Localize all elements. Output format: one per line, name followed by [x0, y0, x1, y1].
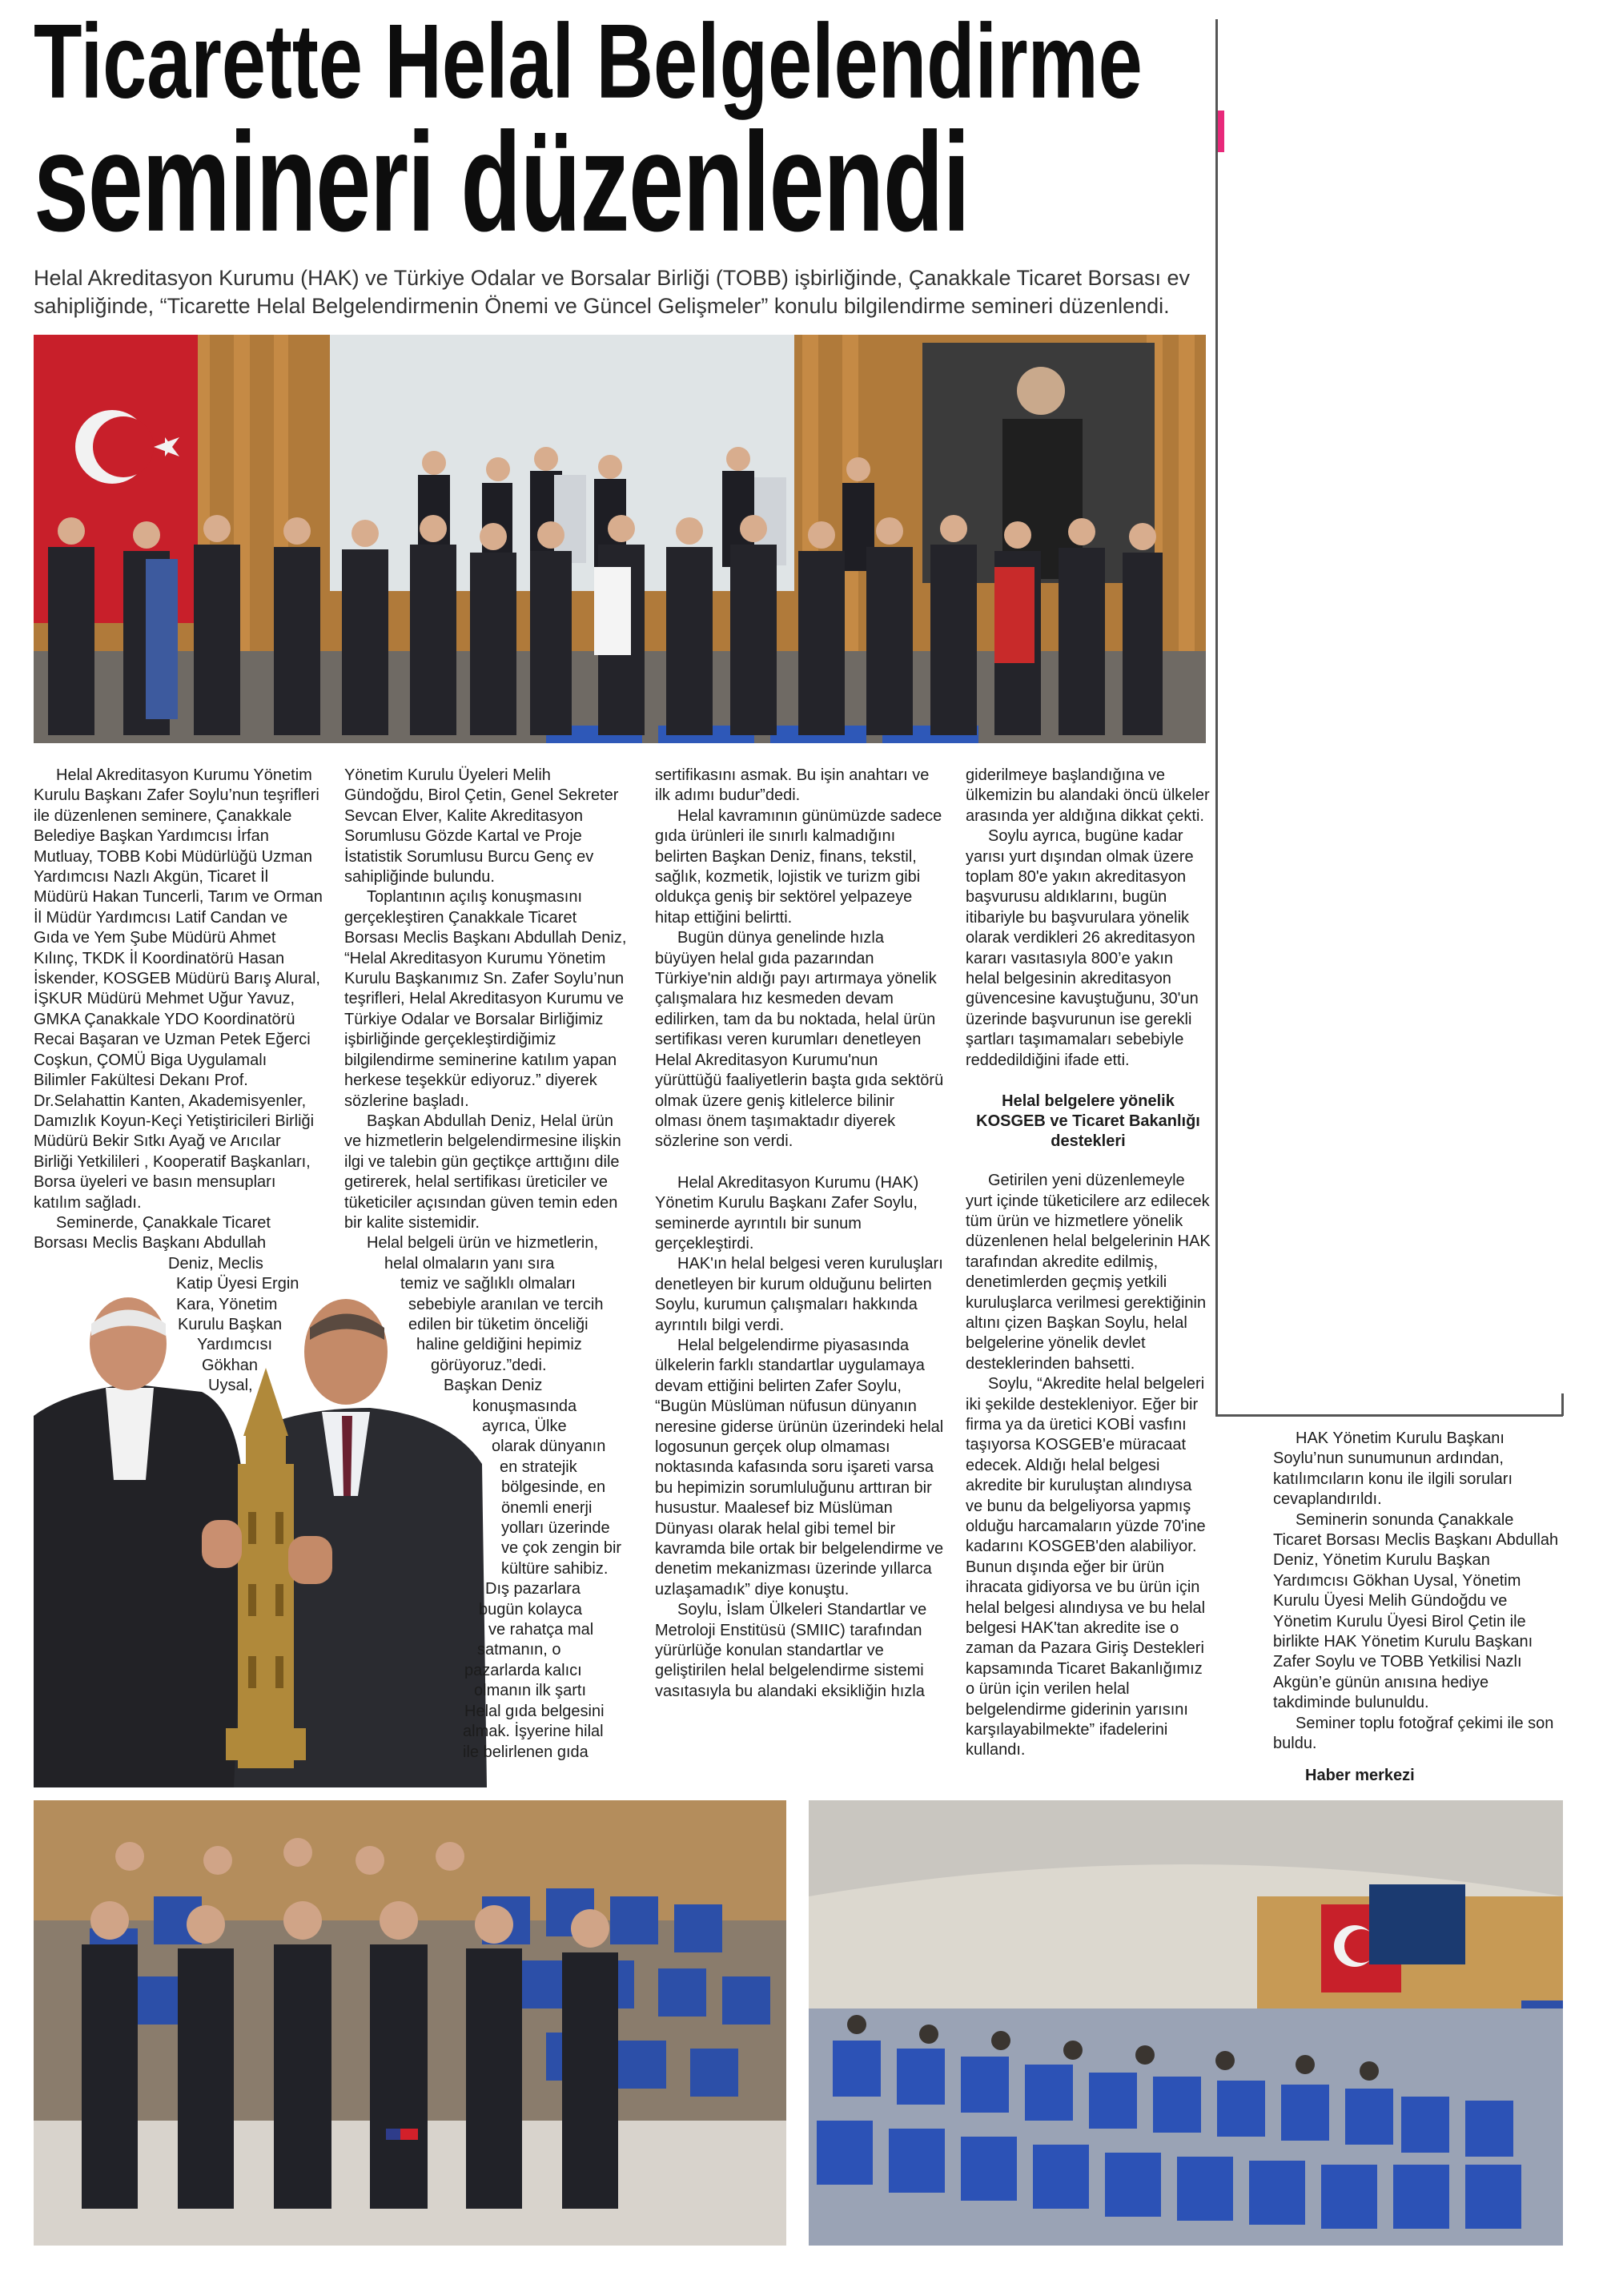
paragraph-wrapped [34, 1213, 323, 1254]
text-line: edilen bir tüketim önceliği [408, 1315, 589, 1333]
paragraph: Helal belgelendirme piyasasında ülkelerin farklı standartlar uygulamaya devam ettiğini belirten Zafer Soylu, “Bugün Müslüman nüfusun dünyanın neresine giderse ürünün üzerindeki helal logosunun gerçek olup olmaması noktasında kafasında soru işareti varsa bu hepimizin sorumluluğunu arttıran bir husustur. Maalesef biz Müslüman Dünyası olarak helal gibi temel bir kavramda bile ortak bir belgelendirme ve denetim mekanizması üzerinde yıllarca uzlaşamadık” diye konuştu. [655, 1336, 944, 1598]
text-line: ile belirlenen gıda [463, 1743, 589, 1761]
paragraph: HAK Yönetim Kurulu Başkanı Soylu’nun sunumunun ardından, katılımcıların konu ile ilgili soruları cevaplandırıldı. [1273, 1429, 1513, 1509]
article-column-3 [655, 766, 945, 1702]
text-line: sebebiyle aranılan ve tercih [408, 1295, 604, 1313]
text-line: yolları üzerinde [501, 1519, 610, 1538]
paragraph: Helal Akreditasyon Kurumu (HAK) Yönetim Kurulu Başkanı Zafer Soylu, seminerde ayrıntılı bir sunum gerçekleştirdi. [655, 1173, 919, 1253]
text-line: bugün kolayca [479, 1600, 582, 1618]
text-line: Katip Üyesi Ergin [176, 1275, 299, 1293]
paragraph: Helal Akreditasyon Kurumu Yönetim Kurulu Başkanı Zafer Soylu’nun teşrifleri ile düzenlenen seminere, Çanakkale Belediye Başkan Yardımcısı İrfan Mutluay, TOBB Kobi Müdürlüğü Uzman Yardımcısı Nazlı Akgün, Ticaret İl Müdürü Hakan Tuncerli, Tarım ve Orman İl Müdür Yardımcısı Latif Candan ve Gıda ve Yem Şube Müdürü Ahmet Kılınç, TKDK İl Koordinatörü Hasan İskender, KOSGEB Müdürü Barış Alural, İŞKUR Müdürü Mehmet Uğur Yavuz, GMKA Çanakkale YDO Koordinatörü Recai Başaran ve Uzman Petek Eğerci Coşkun, ÇOMÜ Biga Uygulamalı Bilimler Fakültesi Dekanı Prof. Dr.Selahattin Kanten, Akademisyenler, Damızlık Koyun-Keçi Yetiştiricileri Birliği Müdürü Bekir Sıtkı Ayağ ve Arıcılar Birliği Yetkilileri , Kooperatif Başkanları, Borsa üyeleri ve basın mensupları katılım sağladı. [34, 766, 323, 1212]
paragraph: Soylu ayrıca, bugüne kadar yarısı yurt dışından olmak üzere toplam 80'e yakın akreditasyon başvurusu aldıklarını, bugün itibariyle bu başvurulara yönelik olarak verdikleri 26 akreditasyon kararı vasıtasıyla 800’e yakın helal belgesinin akreditasyon güvencesine kavuştuğunu, 30'un üzerinde başvurunun ise gerekli şartları taşımamaları sebebiyle reddedildiğini ifade etti. [966, 827, 1199, 1069]
text-line: Seminerde, Çanakkale Ticaret [56, 1213, 271, 1232]
text-line: bölgesinde, en [501, 1478, 606, 1497]
text-line: Kurulu Başkan [178, 1315, 283, 1333]
text-line: olmanın ilk şartı [474, 1682, 587, 1700]
group-photo-seats [34, 1800, 786, 2246]
byline: Haber merkezi [1305, 1766, 1415, 1784]
article-column-2 [344, 766, 634, 1763]
text-line: Gökhan [202, 1356, 259, 1374]
text-line: görüyoruz.”dedi. [431, 1356, 547, 1374]
article-column-1 [34, 766, 323, 1397]
paragraph: Başkan Abdullah Deniz, Helal ürün ve hizmetlerin belgelendirmesine ilişkin ilgi ve talebin gün geçtikçe arttığını dile getirerek, helal sertifikası üreticiler ve tüketiciler açısından güven temin eden bir kalite sistemidir. [344, 1112, 621, 1232]
paragraph: sertifikasını asmak. Bu işin anahtarı ve ilk adımı budur”dedi. [655, 766, 930, 805]
text-line: Helal belgeli ürün ve hizmetlerin, [367, 1234, 599, 1253]
article-column-4 [966, 766, 1211, 1761]
text-line: temiz ve sağlıklı olmaları [400, 1275, 576, 1293]
text-line: Başkan Deniz [444, 1377, 543, 1395]
auditorium-photo [809, 1800, 1563, 2246]
text-line: kültüre sahibiz. [501, 1559, 609, 1578]
text-line: satmanın, o [477, 1641, 561, 1659]
wrapped-text-block [34, 1254, 323, 1397]
paragraph: Bugün dünya genelinde hızla büyüyen helal gıda pazarından Türkiye'nin aldığı payı artırmaya yönelik çalışmalara hız kesmeden devam edilirken, tam da bu noktada, helal ürün sertifikası veren kurumları denetleyen Helal Akreditasyon Kurumu'nun yürüttüğü faaliyetlerin başta gıda sektörü olmak üzere geniş kitlelerce bilinir olması önem taşımaktadır diyerek sözlerine son verdi. [655, 929, 944, 1151]
headline-line-2: semineri düzenlendi [34, 103, 970, 261]
text-line: Borsası Meclis Başkanı Abdullah [34, 1234, 267, 1253]
text-line: olarak dünyanın [492, 1438, 606, 1456]
text-line: konuşmasında [472, 1397, 577, 1415]
text-line: Yardımcısı [197, 1336, 273, 1354]
text-line: pazarlarda kalıcı [464, 1661, 582, 1679]
text-line: Uysal, [208, 1377, 253, 1395]
paragraph: Seminerin sonunda Çanakkale Ticaret Borsası Meclis Başkanı Abdullah Deniz, Yönetim Kurulu Başkan Yardımcısı Gökhan Uysal, Yönetim Kurulu Üyesi Melih Gündoğdu ve Yönetim Kurulu Üyesi Birol Çetin ile birlikte HAK Yönetim Kurulu Başkanı Zafer Soylu ve TOBB Yetkilisi Nazlı Akgün’e günün anısına hediye takdiminde bulunuldu. [1273, 1510, 1559, 1712]
headline-line-1: Ticarette Helal Belgelendirme [34, 2, 1143, 120]
subheading: Helal belgelere yönelik KOSGEB ve Ticaret Bakanlığı destekleri [976, 1092, 1200, 1151]
frame-horizontal-rule [1215, 1414, 1563, 1417]
text-line: ayrıca, Ülke [482, 1417, 567, 1435]
text-line: Deniz, Meclis [168, 1254, 263, 1273]
frame-vertical-rule [1215, 19, 1218, 1416]
text-line: helal olmaların yanı sıra [384, 1254, 555, 1273]
paragraph: giderilmeye başlandığına ve ülkemizin bu alandaki öncü ülkeler arasında yer aldığına dikkat çekti. [966, 766, 1210, 825]
paragraph: HAK'ın helal belgesi veren kuruluşları denetleyen bir kurum olduğunu belirten Soylu, kurumun çalışmaları hakkında ayrıntılı bilgi verdi. [655, 1255, 943, 1334]
wrapped-text-block [344, 1233, 634, 1763]
frame-corner-rule [1561, 1393, 1564, 1416]
paragraph: Seminer toplu fotoğraf çekimi ile son buldu. [1273, 1714, 1554, 1753]
article-lede: Helal Akreditasyon Kurumu (HAK) ve Türkiye Odalar ve Borsalar Birliği (TOBB) işbirliğinde, Çanakkale Ticaret Borsası ev sahipliğinde, “Ticarette Helal Belgelendirmenin Önemi ve Güncel Gelişmeler” konulu bilgilendirme semineri düzenlendi. [34, 266, 1191, 318]
text-line: Kara, Yönetim [176, 1295, 278, 1313]
text-line: Helal gıda belgesini [464, 1702, 605, 1720]
text-line: almak. İşyerine hilal [463, 1723, 604, 1741]
text-line: ve çok zengin bir [501, 1539, 622, 1558]
paragraph: Soylu, “Akredite helal belgeleri iki şekilde destekleniyor. Eğer bir firma ya da üretici KOBİ vasfını taşıyorsa KOSGEB'e müracaat edecek. Aldığı helal belgesi akredite bir kuruluştan alındıysa ve bunu da belgeliyorsa yapmış olduğu harcamaların yüzde 70'ine kadarını KOSGEB'den alabiliyor. Bunun dışında eğer bir ürün ihracata gidiyorsa ve bu ürün için helal belgesi alındıysa ve bu helal belgesi HAK'tan akredite ise o zaman da Pazara Giriş Destekleri kapsamında Ticaret Bakanlığımız o ürün için verilen helal belgelendirme giderinin yarısını karşılayabilmekte” ifadelerini kullandı. [966, 1375, 1206, 1759]
group-photo-stage [34, 335, 1206, 743]
paragraph: Helal kavramının günümüzde sadece gıda ürünleri ile sınırlı kalmadığını belirten Başkan Deniz, finans, tekstil, sağlık, kozmetik, lojistik ve turizm gibi oldukça geniş bir sektörel yelpazeye hitap ettiğini belirtti. [655, 806, 942, 927]
text-line: önemli enerji [501, 1498, 593, 1517]
article-column-5 [1273, 1429, 1561, 1786]
paragraph: Getirilen yeni düzenlemeyle yurt içinde tüketicilere arz edilecek tüm ürün ve hizmetlere yönelik düzenlenen helal belgelerinin HAK tarafından akredite edilmiş, denetimlerden geçmiş yetkili kuruluşlarca verilmesi gerektiğinin altını çizen Başkan Soylu, helal belgelerine yönelik devlet desteklerinden bahsetti. [966, 1172, 1211, 1373]
text-line: en stratejik [500, 1458, 577, 1476]
text-line: ve rahatça mal [488, 1621, 594, 1639]
paragraph: Toplantının açılış konuşmasını gerçekleştiren Çanakkale Ticaret Borsası Meclis Başkanı Abdullah Deniz, “Helal Akreditasyon Kurumu Yönetim Kurulu Başkanımız Sn. Zafer Soylu’nun teşrifleri, Helal Akreditasyon Kurumu ve Türkiye Odalar ve Borsalar Birliğimiz işbirliğinde gerçekleştirdiğimiz bilgilendirme seminerine katılım yapan herkese teşekkür ediyoruz.” diyerek sözlerine başladı. [344, 888, 627, 1110]
paragraph: Soylu, İslam Ülkeleri Standartlar ve Metroloji Enstitüsü (SMIIC) tarafından yürürlüğe konulan standartlar ve geliştirilen helal belgelendirme sistemi vasıtasıyla bu alandaki eksikliğin hızla [655, 1601, 927, 1700]
paragraph: Yönetim Kurulu Üyeleri Melih Gündoğdu, Birol Çetin, Genel Sekreter Sevcan Elver, Kalite Akreditasyon Sorumlusu Gözde Kartal ve Proje İstatistik Sorumlusu Burcu Genç ev sahipliğinde bulundu. [344, 766, 619, 887]
text-line: Dış pazarlara [485, 1580, 581, 1598]
accent-bar [1218, 111, 1224, 152]
text-line: haline geldiğini hepimiz [416, 1336, 582, 1354]
